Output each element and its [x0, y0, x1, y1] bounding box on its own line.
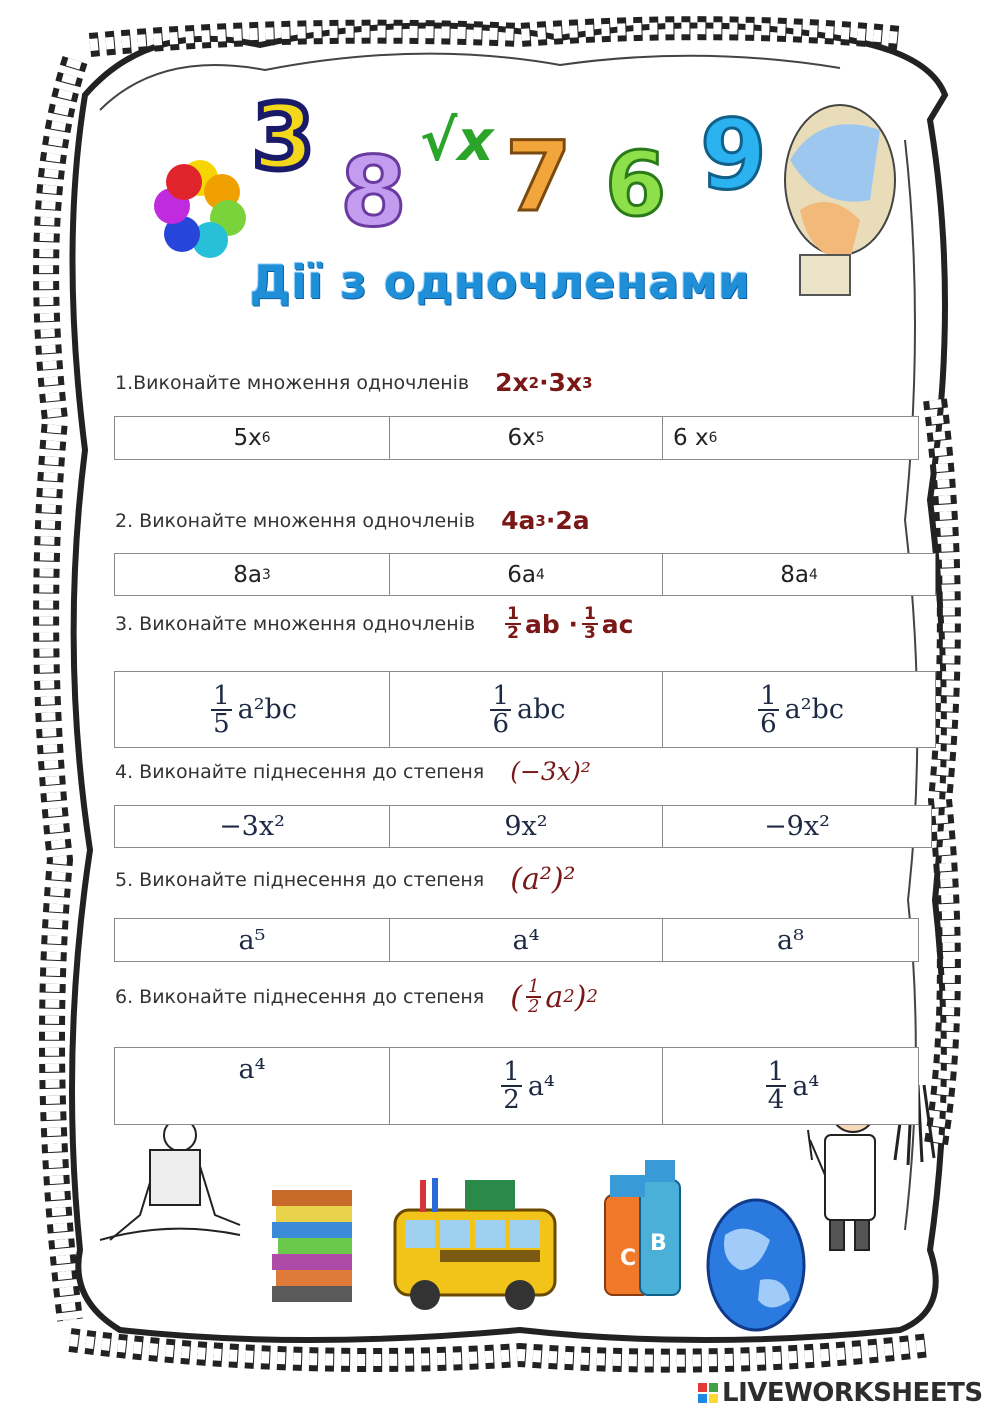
answer-3-option-3[interactable]: $\frac{1}{6}$ a²bc: [760, 680, 844, 739]
books-icon: [272, 1190, 352, 1302]
digit-6-icon: 6: [605, 133, 667, 236]
answer-row-2: [114, 553, 936, 596]
svg-text:B: B: [650, 1231, 667, 1256]
digit-3-icon: 3: [252, 85, 315, 190]
question-2-expression: 4a 3 ·2a: [501, 506, 590, 535]
answer-2-option-1[interactable]: 8a 3: [115, 554, 390, 595]
answer-1-option-3[interactable]: 6 x 6: [673, 425, 718, 451]
answer-6-option-2[interactable]: $\frac{1}{2}$ a⁴: [390, 1048, 663, 1124]
answer-3-option-1[interactable]: $\frac{1}{5}$ a²bc: [115, 672, 390, 747]
question-5-text: 5. Виконайте піднесення до степеня: [115, 868, 485, 891]
answer-1-option-2[interactable]: 6x 5: [390, 417, 663, 459]
answer-4-option-3[interactable]: −9x²: [764, 811, 830, 842]
answer-row-6: [114, 1047, 919, 1125]
digit-9-icon: 9: [700, 99, 767, 211]
answer-1-option-1[interactable]: 5x 6: [115, 417, 390, 459]
globe-icon: [708, 1200, 804, 1330]
question-1: [115, 368, 593, 397]
question-2-text: 2. Виконайте множення одночленів: [115, 509, 476, 532]
question-3: [115, 606, 634, 642]
answer-4-option-2[interactable]: 9x²: [390, 806, 663, 847]
digit-8-icon: 8: [340, 136, 407, 248]
answer-5-option-2[interactable]: a⁴: [390, 919, 663, 961]
vitamins-icon: [605, 1160, 680, 1295]
sqrt-x-icon: √x: [420, 109, 494, 174]
liveworksheets-brand[interactable]: [698, 1378, 983, 1408]
answer-4-option-1[interactable]: −3x²: [115, 806, 390, 847]
answer-row-5: [114, 918, 919, 962]
worksheet-title: Дії з одночленами: [249, 255, 751, 309]
svg-text:C: C: [620, 1246, 637, 1271]
question-3-expression: $\frac{1}{2}$ ab · $\frac{1}{3}$ ac: [507, 604, 634, 643]
answer-6-option-3[interactable]: $\frac{1}{4}$ a⁴: [767, 1057, 820, 1115]
answer-row-3: [114, 671, 936, 748]
question-6-text: 6. Виконайте піднесення до степеня: [115, 986, 485, 1008]
question-4-text: 4. Виконайте піднесення до степеня: [115, 760, 485, 783]
question-4: [115, 757, 591, 786]
question-1-expression: 2x 2 ·3x 3: [495, 368, 593, 397]
liveworksheets-logo-icon: [698, 1383, 718, 1403]
question-3-text: 3. Виконайте множення одночленів: [115, 613, 476, 635]
digit-7-icon: 7: [505, 121, 572, 233]
answer-6-option-1[interactable]: a⁴: [115, 1048, 390, 1124]
question-2: [115, 506, 590, 535]
answer-2-option-3[interactable]: 8a 4: [780, 561, 818, 588]
answer-row-1: [114, 416, 919, 460]
answer-5-option-3[interactable]: a⁸: [777, 924, 804, 956]
question-6: [115, 978, 598, 1016]
question-5-expression: (a²)²: [510, 862, 576, 897]
question-5: [115, 862, 576, 897]
answer-2-option-2[interactable]: 6a 4: [390, 554, 663, 595]
answer-row-4: [114, 805, 932, 848]
brand-name: LIVEWORKSHEETS: [722, 1378, 983, 1408]
answer-3-option-2[interactable]: $\frac{1}{6}$ abc: [390, 672, 663, 747]
question-1-text: 1.Виконайте множення одночленів: [115, 371, 470, 394]
answer-5-option-1[interactable]: a⁵: [115, 919, 390, 961]
question-6-expression: ( $\frac{1}{2}$ a 2 ) 2: [510, 976, 598, 1017]
question-4-expression: (−3x)²: [510, 757, 591, 786]
